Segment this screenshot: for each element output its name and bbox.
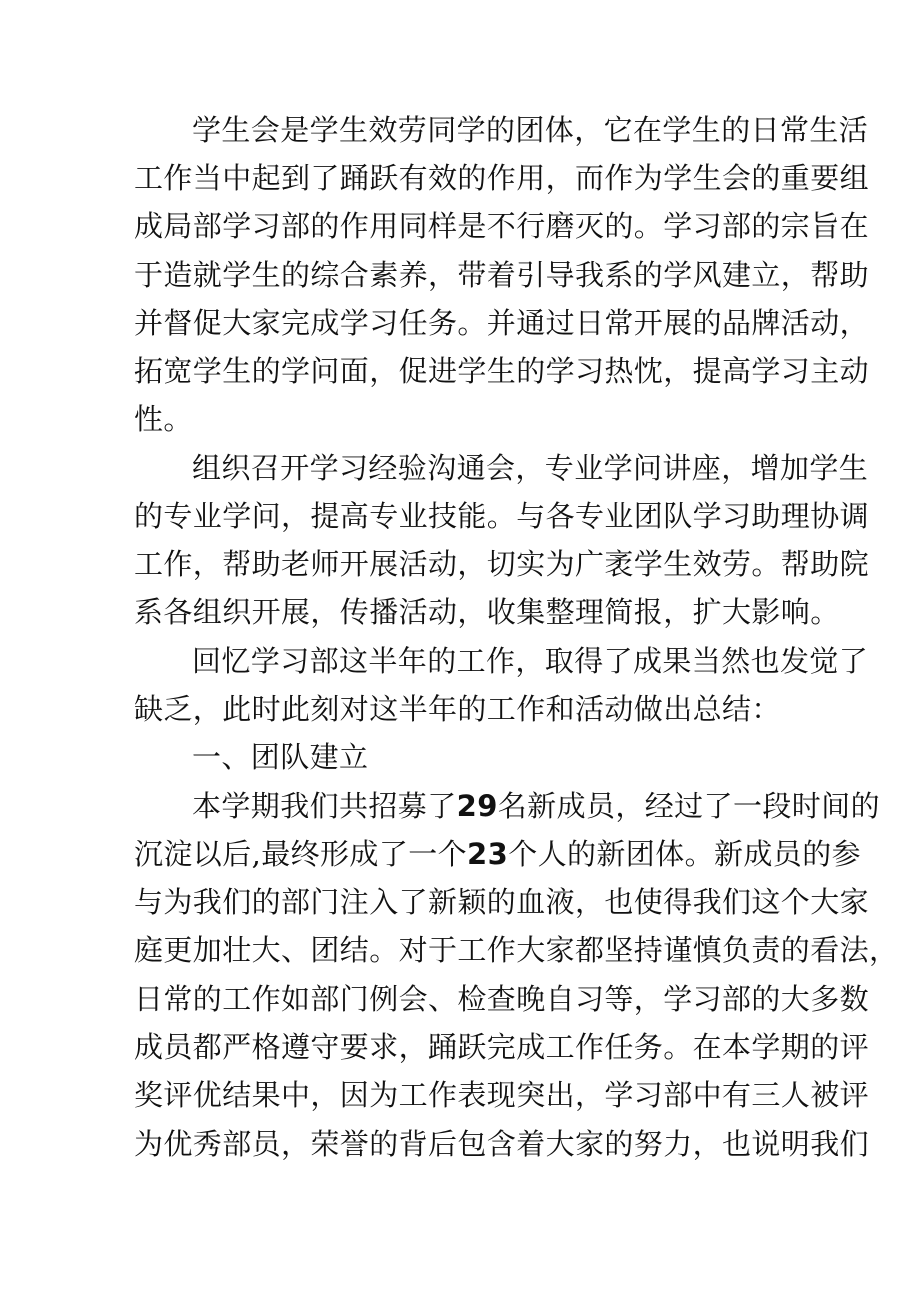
paragraph-1-line-2: 工作当中起到了踊跃有效的作用，而作为学生会的重要组	[134, 161, 870, 195]
paragraph-4-line-5: 日常的工作如部门例会、检查晚自习等，学习部的大多数	[134, 982, 870, 1016]
paragraph-4-line-7: 奖评优结果中，因为工作表现突出，学习部中有三人被评	[134, 1078, 870, 1112]
paragraph-4-line-4: 庭更加壮大、团结。对于工作大家都坚持谨慎负责的看法，	[134, 933, 899, 967]
paragraph-4-line-2	[134, 836, 862, 872]
paragraph-2-line-2: 的专业学问，提高专业技能。与各专业团队学习助理协调	[134, 499, 870, 533]
text-segment: 个人的新团体。新成员的参	[508, 837, 862, 871]
paragraph-1-line-7: 性。	[134, 402, 193, 436]
paragraph-1-line-1: 学生会是学生效劳同学的团体，它在学生的日常生活	[192, 113, 869, 147]
team-size-count: 23	[467, 837, 509, 871]
paragraph-1-line-3: 成局部学习部的作用同样是不行磨灭的。学习部的宗旨在	[134, 209, 870, 243]
text-segment: 本学期我们共招募了	[192, 789, 457, 823]
paragraph-4-line-1	[192, 788, 880, 824]
text-segment: 名新成员，经过了一段时间的	[497, 789, 880, 823]
paragraph-3-line-1: 回忆学习部这半年的工作，取得了成果当然也发觉了	[192, 644, 869, 678]
paragraph-4-line-6: 成员都严格遵守要求，踊跃完成工作任务。在本学期的评	[134, 1030, 870, 1064]
text-segment: 沉淀以后,最终形成了一个	[134, 837, 468, 871]
paragraph-2-line-3: 工作，帮助老师开展活动，切实为广袤学生效劳。帮助院	[134, 547, 870, 581]
paragraph-3-line-2: 缺乏，此时此刻对这半年的工作和活动做出总结：	[134, 692, 781, 726]
new-member-count: 29	[456, 789, 498, 823]
paragraph-1-line-4: 于造就学生的综合素养，带着引导我系的学风建立，帮助	[134, 258, 870, 292]
paragraph-2-line-4: 系各组织开展，传播活动，收集整理简报，扩大影响。	[134, 595, 840, 629]
section-heading: 一、团队建立	[192, 740, 369, 774]
paragraph-1-line-6: 拓宽学生的学问面，促进学生的学习热忱，提高学习主动	[134, 354, 870, 388]
paragraph-4-line-3: 与为我们的部门注入了新颖的血液，也使得我们这个大家	[134, 885, 870, 919]
paragraph-1-line-5: 并督促大家完成学习任务。并通过日常开展的品牌活动，	[134, 306, 870, 340]
paragraph-2-line-1: 组织召开学习经验沟通会，专业学问讲座，增加学生	[192, 451, 869, 485]
paragraph-4-line-8: 为优秀部员，荣誉的背后包含着大家的努力，也说明我们	[134, 1127, 870, 1161]
